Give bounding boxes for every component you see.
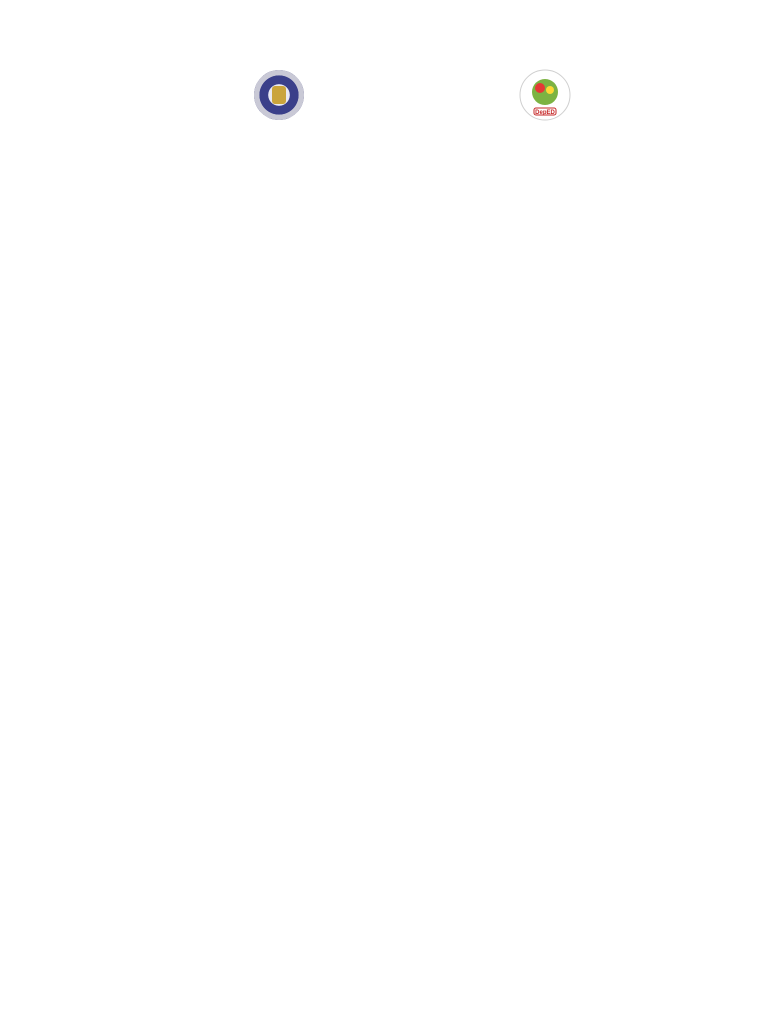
- svg-text:DepED: DepED: [535, 110, 555, 116]
